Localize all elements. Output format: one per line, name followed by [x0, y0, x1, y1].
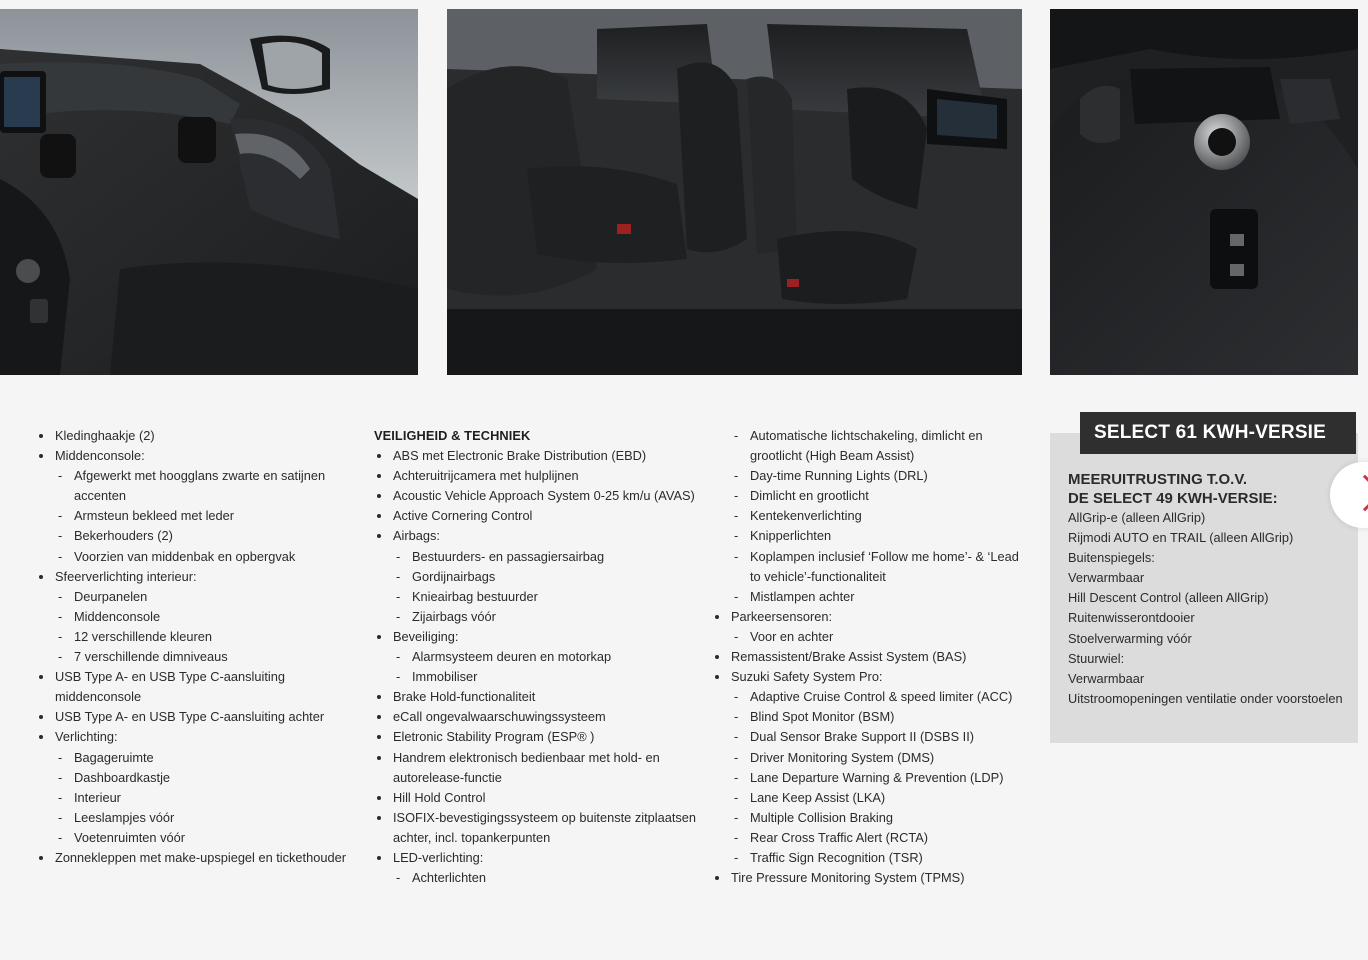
list-item: Active Cornering Control: [374, 506, 704, 526]
list-item: USB Type A- en USB Type C-aansluiting achter: [36, 707, 354, 727]
sub-list-item: - Armsteun bekleed met leder: [36, 506, 354, 526]
sub-list-item: Rijmodi AUTO en TRAIL (alleen AllGrip): [1068, 530, 1294, 546]
list-item: Parkeersensoren:: [712, 607, 1032, 627]
section-heading: VEILIGHEID & TECHNIEK: [374, 428, 531, 443]
list-item: Hill Hold Control: [374, 788, 704, 808]
sub-list-item: - Voetenruimten vóór: [36, 828, 354, 848]
list-item: Stoelverwarming vóór: [1068, 630, 1192, 646]
safety-tech-list: [374, 446, 704, 888]
list-item: Sfeerverlichting interieur:: [36, 567, 354, 587]
list-item: AllGrip-e (alleen AllGrip): [1068, 510, 1206, 525]
list-item: Uitstroomopeningen ventilatie onder voorstoelen: [1068, 690, 1343, 706]
list-item: Middenconsole:: [36, 446, 354, 466]
sub-list-item: - Middenconsole: [36, 607, 354, 627]
list-item: Eletronic Stability Program (ESP® ): [374, 727, 704, 747]
sub-list-item: - Voor en achter: [712, 627, 1032, 647]
sub-list-item: - Voorzien van middenbak en opbergvak: [36, 547, 354, 567]
sub-list-item: - Traffic Sign Recognition (TSR): [712, 848, 1032, 868]
list-item: eCall ongevalwaarschuwingssysteem: [374, 707, 704, 727]
list-item: USB Type A- en USB Type C-aansluiting middenconsole: [36, 667, 354, 707]
sub-list-item: - Dashboardkastje: [36, 768, 354, 788]
sub-list-item: - Dual Sensor Brake Support II (DSBS II): [712, 727, 1032, 747]
interior-features-column: [36, 426, 354, 868]
seats-interior-photo: [447, 9, 1022, 375]
sub-list-item: - Blind Spot Monitor (BSM): [712, 707, 1032, 727]
sub-list-item: - 12 verschillende kleuren: [36, 627, 354, 647]
sub-list-item: - Bagageruimte: [36, 748, 354, 768]
list-item: Stuurwiel:: [1068, 650, 1125, 666]
sub-list-item: - Lane Departure Warning & Prevention (LDP): [712, 768, 1032, 788]
sub-list-item: - Dimlicht en grootlicht: [712, 486, 1032, 506]
center-console-photo: [1050, 9, 1358, 375]
dashboard-interior-photo: [0, 9, 418, 375]
interior-features-list: [36, 426, 354, 868]
sub-list-item: - Lane Keep Assist (LKA): [712, 788, 1032, 808]
list-item: Verlichting:: [36, 727, 354, 747]
list-item: Handrem elektronisch bedienbaar met hold- en autorelease-functie: [374, 748, 704, 788]
sub-list-item: - Alarmsysteem deuren en motorkap: [374, 647, 704, 667]
extra-equipment-list: [1068, 508, 1358, 709]
sub-list-item: - Kentekenverlichting: [712, 506, 1032, 526]
list-item: Remassistent/Brake Assist System (BAS): [712, 647, 1032, 667]
list-item: LED-verlichting:: [374, 848, 704, 868]
sub-list-item: - Mistlampen achter: [712, 587, 1032, 607]
list-item: Zonnekleppen met make-upspiegel en tickethouder: [36, 848, 354, 868]
safety-tech-continued-list: [712, 426, 1032, 888]
extra-equipment-body: [1068, 470, 1358, 709]
list-item: Tire Pressure Monitoring System (TPMS): [712, 868, 1032, 888]
sub-list-item: - Zijairbags vóór: [374, 607, 704, 627]
list-item: Ruitenwisserontdooier: [1068, 610, 1195, 626]
list-item: Acoustic Vehicle Approach System 0-25 km/u (AVAS): [374, 486, 704, 506]
sub-list-item: - Multiple Collision Braking: [712, 808, 1032, 828]
sub-list-item: - Knieairbag bestuurder: [374, 587, 704, 607]
sub-list-item: - Rear Cross Traffic Alert (RCTA): [712, 828, 1032, 848]
safety-tech-column: [374, 426, 704, 888]
sub-list-item: - 7 verschillende dimniveaus: [36, 647, 354, 667]
sub-list-item: Verwarmbaar: [1068, 570, 1145, 586]
sub-list-item: - Leeslampjes vóór: [36, 808, 354, 828]
sub-list-item: - Interieur: [36, 788, 354, 808]
sub-list-item: - Deurpanelen: [36, 587, 354, 607]
sub-list-item: - Afgewerkt met hoogglans zwarte en satijnen accenten: [36, 466, 354, 506]
sub-list-item: - Adaptive Cruise Control & speed limiter (ACC): [712, 687, 1032, 707]
list-item: Hill Descent Control (alleen AllGrip): [1068, 590, 1269, 606]
sub-list-item: - Day-time Running Lights (DRL): [712, 466, 1032, 486]
list-item: Brake Hold-functionaliteit: [374, 687, 704, 707]
sub-list-item: - Automatische lichtschakeling, dimlicht en grootlicht (High Beam Assist): [712, 426, 1032, 466]
safety-tech-continued-column: [712, 426, 1032, 888]
list-item: Buitenspiegels:: [1068, 550, 1155, 566]
sub-list-item: - Bestuurders- en passagiersairbag: [374, 547, 704, 567]
extra-equipment-heading-line2: DE SELECT 49 KWH-VERSIE:: [1068, 490, 1278, 507]
sub-list-item: - Gordijnairbags: [374, 567, 704, 587]
sub-list-item: Verwarmbaar: [1068, 670, 1145, 686]
version-banner: SELECT 61 KWH-VERSIE: [1080, 412, 1356, 454]
list-item: Beveiliging:: [374, 627, 704, 647]
sub-list-item: - Driver Monitoring System (DMS): [712, 748, 1032, 768]
sub-list-item: - Koplampen inclusief ‘Follow me home’- & ‘Lead to vehicle’-functionaliteit: [712, 547, 1032, 587]
chevron-right-icon: [1347, 475, 1368, 512]
list-item: Suzuki Safety System Pro:: [712, 667, 1032, 687]
sub-list-item: - Immobiliser: [374, 667, 704, 687]
sub-list-item: - Bekerhouders (2): [36, 526, 354, 546]
list-item: Achteruitrijcamera met hulplijnen: [374, 466, 704, 486]
list-item: Airbags:: [374, 526, 704, 546]
list-item: ISOFIX-bevestigingssysteem op buitenste zitplaatsen achter, incl. topankerpunten: [374, 808, 704, 848]
sub-list-item: - Knipperlichten: [712, 526, 1032, 546]
list-item: Kledinghaakje (2): [36, 426, 354, 446]
sub-list-item: - Achterlichten: [374, 868, 704, 888]
extra-equipment-heading-line1: MEERUITRUSTING T.O.V.: [1068, 471, 1248, 488]
list-item: ABS met Electronic Brake Distribution (EBD): [374, 446, 704, 466]
